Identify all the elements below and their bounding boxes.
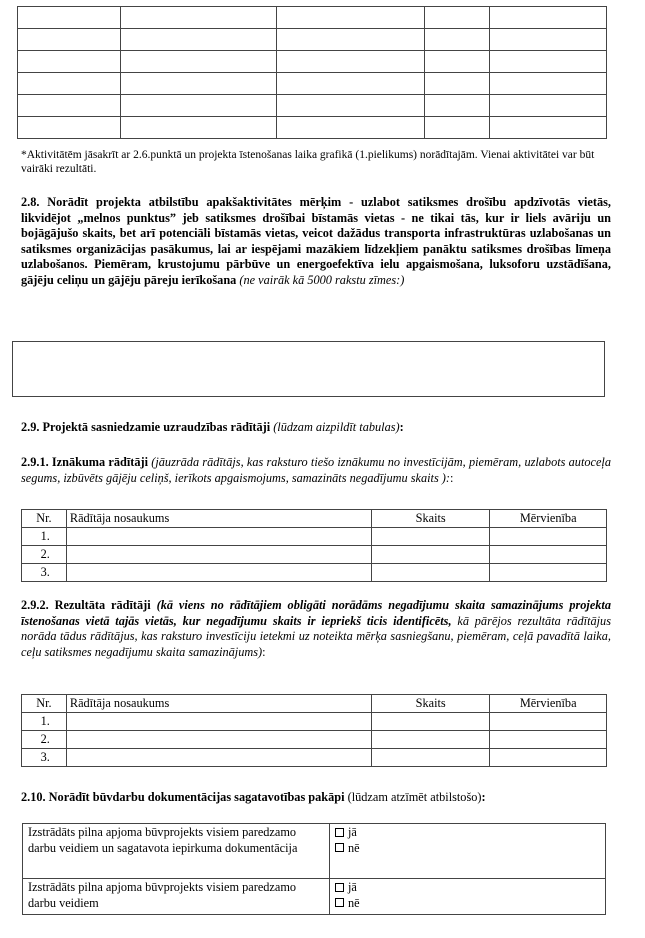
table-row: 2. (22, 731, 607, 749)
section-2-9-1-hint: (jāuzrāda rādītājs, kas raksturo tiešo iznākumu no investīcijām, piemēram, uzlabots autoceļa segums, izbūvēts gājēju celiņš, ierīkots apgaismojums, samazināts negadījumu skaits ): (21, 455, 612, 485)
activities-table (17, 6, 607, 139)
table-row (18, 117, 607, 139)
section-2-9-2-hint: kā pārējos rezultāta rādītājus norāda tādus rādītājus, kas raksturo investīciju ietekmi uz noteikta mērķa sasniegšanu, piemēram, ceļā pavadītā laika, ceļu satiksmes negadījumu skaita samazinājums) (21, 613, 611, 659)
section-2-8-hint: (ne vairāk kā 5000 rakstu zīmes:) (239, 272, 405, 287)
readiness-options (330, 879, 606, 915)
readiness-label: Izstrādāts pilna apjoma būvprojekts visiem paredzamo darbu veidiem (23, 879, 330, 915)
option-no[interactable]: nē (335, 841, 600, 857)
table-row (18, 51, 607, 73)
checkbox-icon[interactable] (335, 883, 344, 892)
option-yes[interactable]: jā (335, 825, 600, 841)
table-row: 2. (22, 546, 607, 564)
readiness-options (330, 824, 606, 879)
table-row (18, 95, 607, 117)
section-2-9-2-required: (kā viens no rādītājiem obligāti norādāms negadījumu skaita samazinājums projekta īstenošanas vietā tajās vietās, kur negadījumu skaits ir iepriekš ticis identificēts, (21, 598, 611, 628)
section-2-9-2-heading: 2.9.2. Rezultāta rādītāji (21, 598, 151, 612)
table-header-row: Nr. Rādītāja nosaukums Skaits Mērvienība (22, 510, 607, 528)
table-row (23, 824, 606, 879)
documentation-readiness-table (22, 823, 606, 915)
option-yes[interactable]: jā (335, 880, 600, 896)
section-2-9-1: 2.9.1. Iznākuma rādītāji (jāuzrāda rādītājs, kas raksturo tiešo iznākumu no investīcijām, piemēram, uzlabots autoceļa segums, izbūvēts gājēju celiņš, ierīkots apgaismojums, samazināts negadījumu skaits ):: (21, 455, 612, 485)
section-2-9-2: 2.9.2. Rezultāta rādītāji (kā viens no rādītājiem obligāti norādāms negadījumu skaita samazinājums projekta īstenošanas vietā tajās vietās, kur negadījumu skaits ir iepriekš ticis identificēts, kā pārējos rezultāta rādītājus norāda tādus rādītājus, kas raksturo investīciju ietekmi uz noteikta mērķa sasniegšanu, piemēram, ceļā pavadītā laika, ceļu satiksmes negadījumu skaita samazinājums): (21, 598, 611, 659)
result-indicators-table (21, 694, 607, 767)
table-row (18, 29, 607, 51)
section-2-8-textbox[interactable] (12, 341, 605, 397)
section-2-9: 2.9. Projektā sasniedzamie uzraudzības rādītāji (lūdzam aizpildīt tabulas): (21, 420, 404, 434)
table-row (18, 73, 607, 95)
option-no[interactable]: nē (335, 896, 600, 912)
section-2-8 (21, 195, 611, 289)
table-row: 1. (22, 528, 607, 546)
section-2-8-heading: 2.8. Norādīt projekta atbilstību apakšaktivitātes mērķim - uzlabot satiksmes drošību apdzīvotās vietās, likvidējot „melnos punktus” jeb satiksmes drošībai bīstamās vietas - ne tikai tās, kur ir liels avāriju un bojāgājušo skaits, bet arī potenciāli bīstamās vietas, veicot dažādus transporta infrastruktūras uzlabošanas un satiksmes organizācijas pasākumus, lai ar iespējami mazākiem līdzekļiem panāktu satiksmes drošības līmeņa uzlabošanos. Piemēram, krustojumu pārbūve un energoefektīva ielu apgaismošana, luksoforu uzstādīšana, gājēju celiņu un gājēju pāreju ierīkošana (21, 195, 611, 287)
output-indicators-table (21, 509, 607, 582)
readiness-label: Izstrādāts pilna apjoma būvprojekts visiem paredzamo darbu veidiem un sagatavota iepirkuma dokumentācija (23, 824, 330, 879)
activities-footnote: *Aktivitātēm jāsakrīt ar 2.6.punktā un projekta īstenošanas laika grafikā (1.pielikums) norādītajām. Vienai aktivitātei var būt vairāki rezultāti. (21, 149, 595, 175)
section-2-10-hint: (lūdzam atzīmēt atbilstošo) (347, 790, 482, 804)
table-row (23, 879, 606, 915)
table-header-row: Nr. Rādītāja nosaukums Skaits Mērvienība (22, 695, 607, 713)
section-2-9-hint: (lūdzam aizpildīt tabulas) (273, 420, 400, 434)
table-row: 3. (22, 564, 607, 582)
section-2-9-heading: 2.9. Projektā sasniedzamie uzraudzības rādītāji (21, 420, 271, 434)
table-row (18, 7, 607, 29)
table-row: 1. (22, 713, 607, 731)
checkbox-icon[interactable] (335, 828, 344, 837)
section-2-10: 2.10. Norādīt būvdarbu dokumentācijas sagatavotības pakāpi (lūdzam atzīmēt atbilstošo): (21, 790, 486, 804)
checkbox-icon[interactable] (335, 898, 344, 907)
section-2-10-heading: 2.10. Norādīt būvdarbu dokumentācijas sagatavotības pakāpi (21, 790, 345, 804)
table-row: 3. (22, 749, 607, 767)
checkbox-icon[interactable] (335, 843, 344, 852)
section-2-9-1-heading: 2.9.1. Iznākuma rādītāji (21, 455, 149, 469)
